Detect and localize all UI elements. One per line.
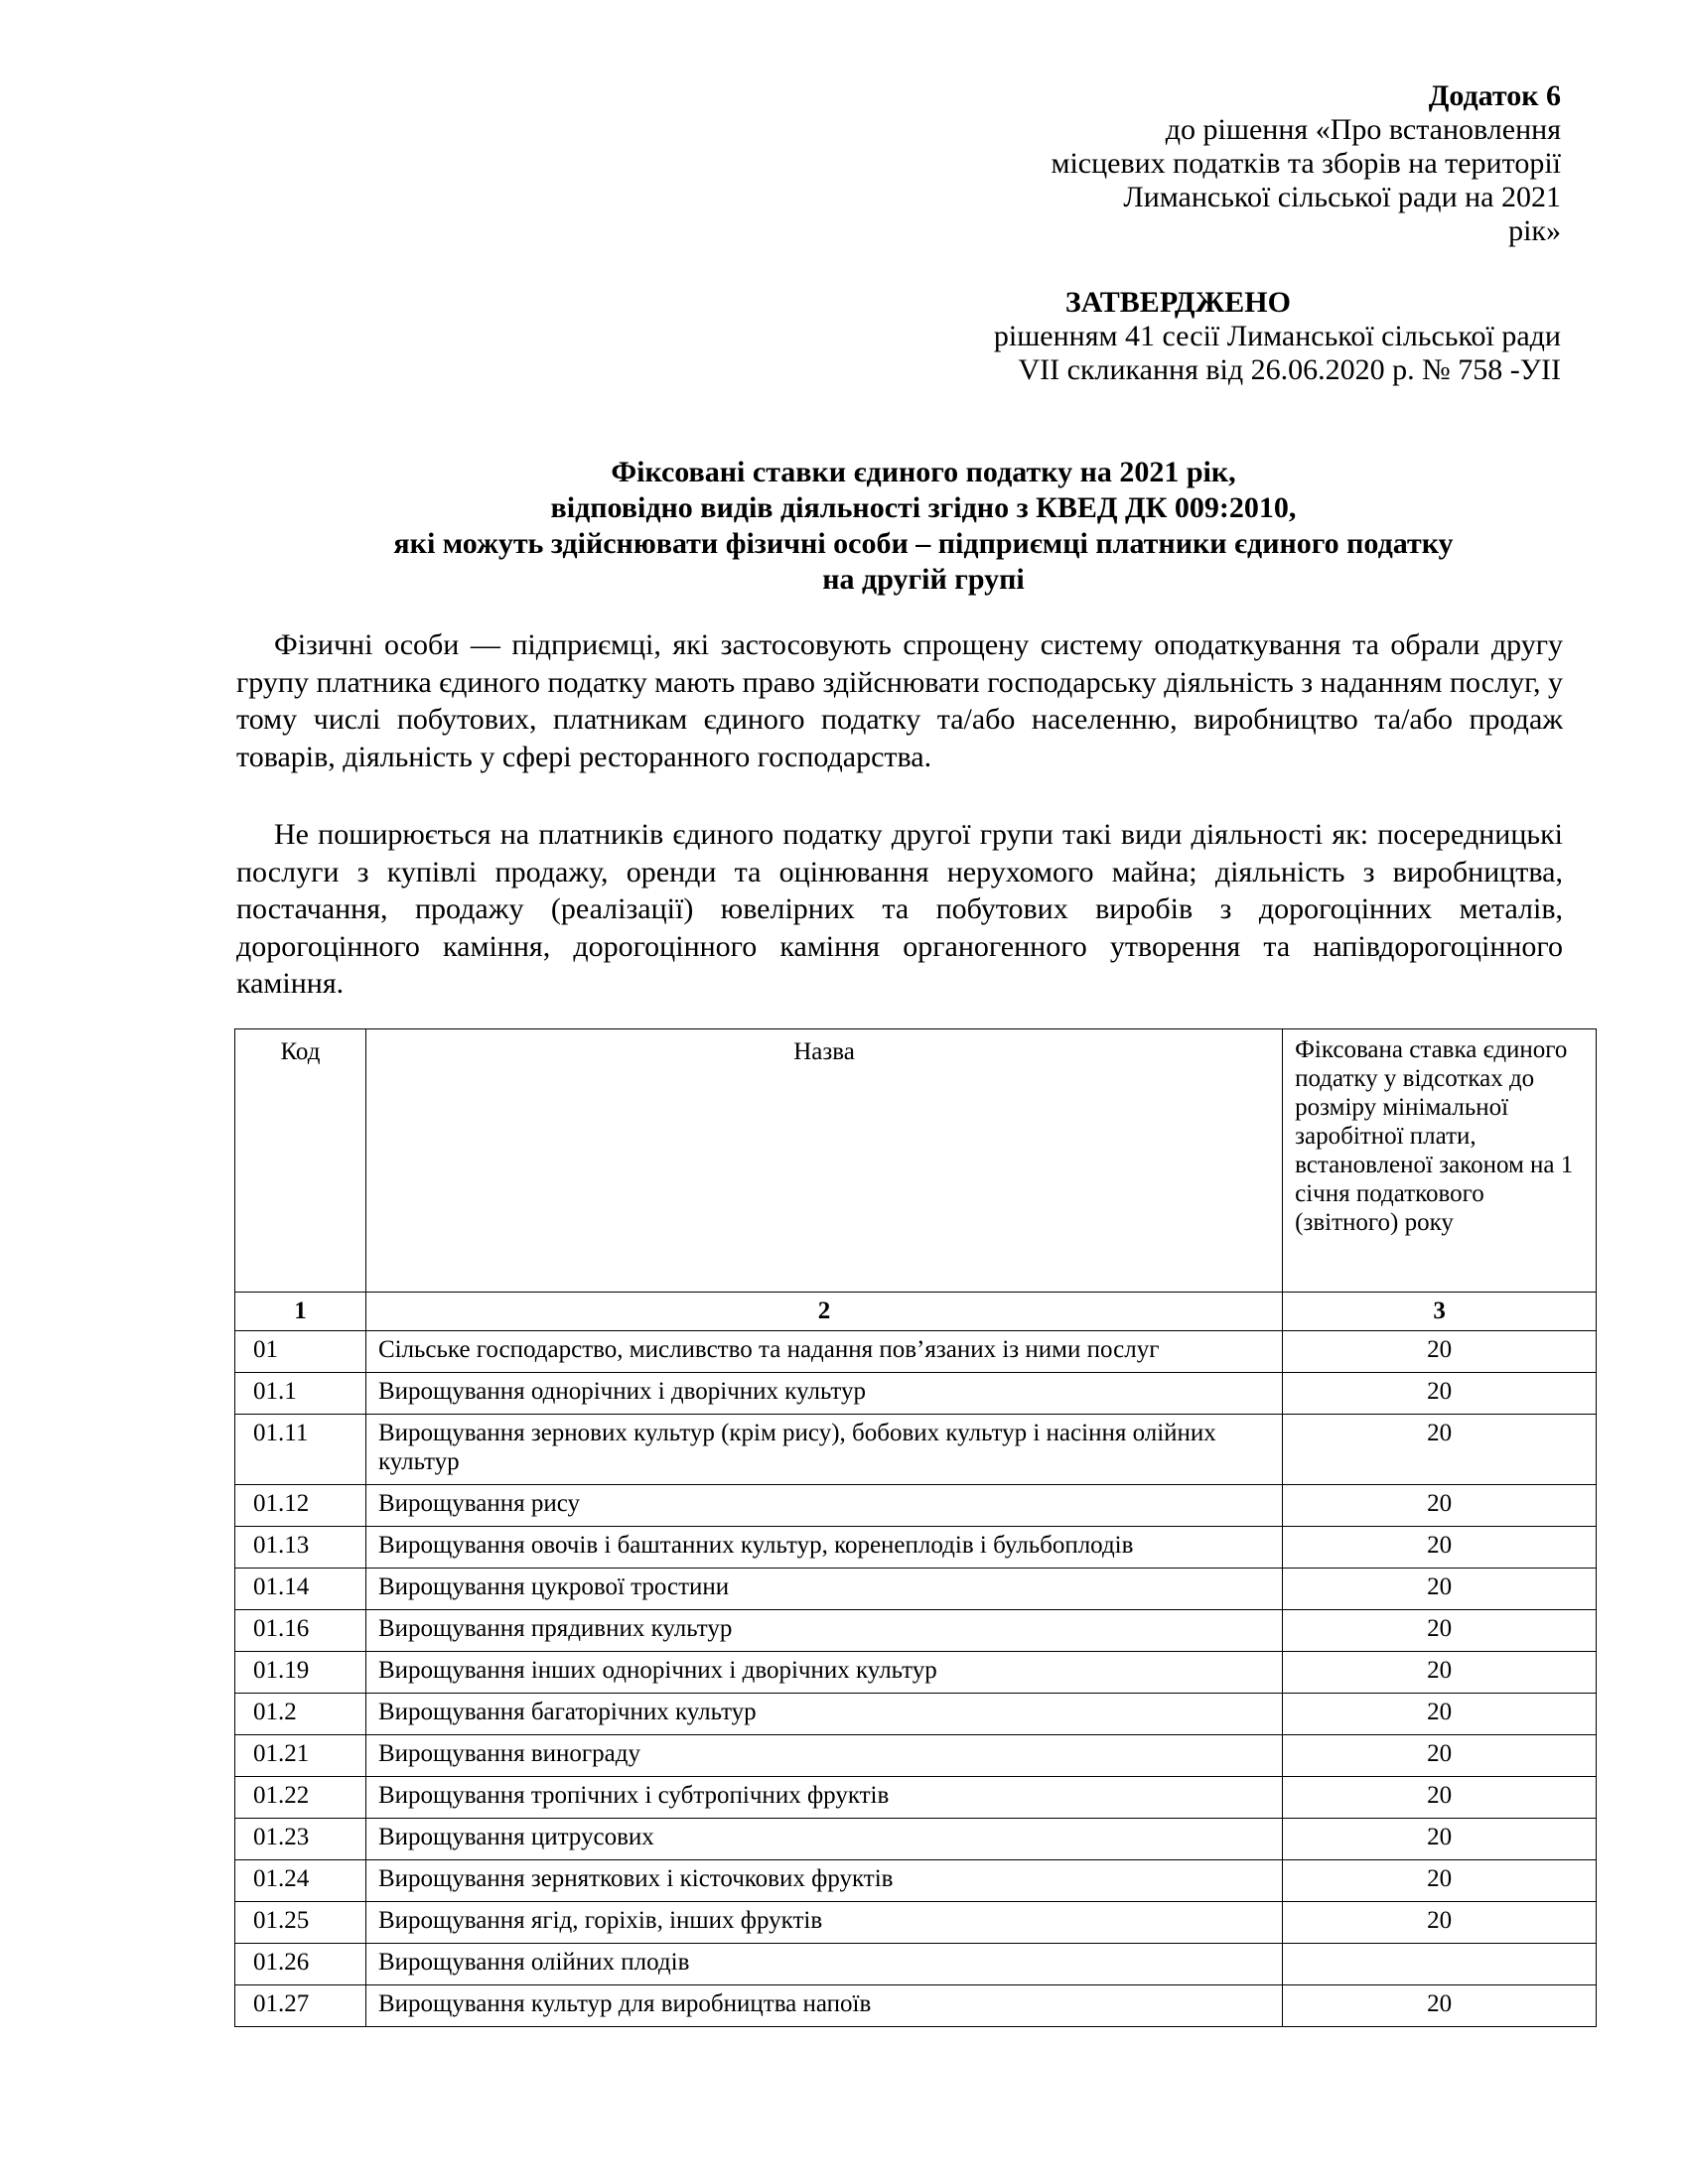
rate-cell — [1283, 1944, 1597, 1985]
code-cell: 01.22 — [235, 1777, 366, 1819]
approval-line: рішенням 41 сесії Лиманської сільської ради — [993, 320, 1561, 352]
code-cell: 01.24 — [235, 1860, 366, 1902]
addendum-line: до рішення «Про встановлення — [1165, 113, 1561, 146]
rate-cell: 20 — [1283, 1694, 1597, 1735]
name-cell: Вирощування цитрусових — [365, 1819, 1282, 1860]
addendum-line: місцевих податків та зборів на території — [1051, 147, 1561, 180]
code-cell: 01.25 — [235, 1902, 366, 1944]
table-row — [235, 1652, 1597, 1694]
column-number: 2 — [365, 1293, 1282, 1331]
table-row — [235, 1415, 1597, 1485]
code-cell: 01.14 — [235, 1569, 366, 1610]
column-number-row — [235, 1293, 1597, 1331]
rate-cell: 20 — [1283, 1652, 1597, 1694]
title-line: відповідно видів діяльності згідно з КВЕД ДК 009:2010, — [550, 491, 1297, 524]
name-cell: Вирощування рису — [365, 1485, 1282, 1527]
code-cell: 01.16 — [235, 1610, 366, 1652]
column-number: 3 — [1283, 1293, 1597, 1331]
table-row — [235, 1331, 1597, 1373]
rate-cell: 20 — [1283, 1985, 1597, 2027]
addendum-line: рік» — [1508, 214, 1561, 247]
rate-cell: 20 — [1283, 1860, 1597, 1902]
code-cell: 01.1 — [235, 1373, 366, 1415]
column-number: 1 — [235, 1293, 366, 1331]
table-header-row — [235, 1029, 1597, 1293]
code-cell: 01.13 — [235, 1527, 366, 1569]
table-row — [235, 1735, 1597, 1777]
table-row — [235, 1527, 1597, 1569]
addendum-line: Лиманської сільської ради на 2021 — [1123, 181, 1561, 213]
document-title — [0, 455, 1688, 598]
code-cell: 01.21 — [235, 1735, 366, 1777]
addendum-title: Додаток 6 — [1428, 79, 1561, 112]
rate-cell: 20 — [1283, 1485, 1597, 1527]
rate-cell: 20 — [1283, 1777, 1597, 1819]
title-line: які можуть здійснювати фізичні особи – підприємці платники єдиного податку — [393, 527, 1454, 560]
table-row — [235, 1694, 1597, 1735]
name-cell: Вирощування ягід, горіхів, інших фруктів — [365, 1902, 1282, 1944]
exclusions-paragraph — [236, 816, 1563, 1003]
rate-cell: 20 — [1283, 1735, 1597, 1777]
name-cell: Вирощування зернових культур (крім рису), бобових культур і насіння олійних культур — [365, 1415, 1282, 1485]
addendum-block — [1051, 79, 1561, 248]
table-row — [235, 1777, 1597, 1819]
name-cell: Вирощування олійних плодів — [365, 1944, 1282, 1985]
name-cell: Вирощування тропічних і субтропічних фруктів — [365, 1777, 1282, 1819]
code-cell: 01.19 — [235, 1652, 366, 1694]
name-cell: Вирощування винограду — [365, 1735, 1282, 1777]
rate-cell: 20 — [1283, 1373, 1597, 1415]
title-line: на другій групі — [822, 563, 1025, 596]
name-cell: Вирощування цукрової тростини — [365, 1569, 1282, 1610]
name-cell: Вирощування культур для виробництва напоїв — [365, 1985, 1282, 2027]
intro-paragraph — [236, 626, 1563, 775]
rate-cell: 20 — [1283, 1902, 1597, 1944]
code-cell: 01.11 — [235, 1415, 366, 1485]
name-cell: Вирощування прядивних культур — [365, 1610, 1282, 1652]
table-row — [235, 1860, 1597, 1902]
name-cell: Вирощування зерняткових і кісточкових фруктів — [365, 1860, 1282, 1902]
paragraph-text: Не поширюється на платників єдиного податку другої групи такі види діяльності як: посередницькі послуги з купівлі продажу, оренди та оцінювання нерухомого майна; діяльність з виробництва, постачання, продажу (реалізації) ювелірних та побутових виробів з дорогоцінних металів, дорогоцінного каміння, дорогоцінного каміння органогенного утворення та напівдорогоцінного каміння. — [236, 818, 1563, 1000]
approval-title: ЗАТВЕРДЖЕНО — [1064, 286, 1291, 319]
table-row — [235, 1485, 1597, 1527]
table-row — [235, 1902, 1597, 1944]
header-name: Назва — [365, 1029, 1282, 1293]
rate-cell: 20 — [1283, 1610, 1597, 1652]
header-rate: Фіксована ставка єдиного податку у відсотках до розміру мінімальної заробітної плати, встановленої законом на 1 січня податкового (звітного) року — [1283, 1029, 1597, 1293]
name-cell: Вирощування інших однорічних і дворічних культур — [365, 1652, 1282, 1694]
rate-cell: 20 — [1283, 1331, 1597, 1373]
rate-cell: 20 — [1283, 1415, 1597, 1485]
rate-cell: 20 — [1283, 1569, 1597, 1610]
rate-cell: 20 — [1283, 1819, 1597, 1860]
code-cell: 01.23 — [235, 1819, 366, 1860]
approval-block — [994, 286, 1561, 387]
code-cell: 01.2 — [235, 1694, 366, 1735]
name-cell: Вирощування овочів і баштанних культур, коренеплодів і бульбоплодів — [365, 1527, 1282, 1569]
table-row — [235, 1569, 1597, 1610]
name-cell: Вирощування багаторічних культур — [365, 1694, 1282, 1735]
table-row — [235, 1985, 1597, 2027]
rates-table — [234, 1028, 1597, 2027]
paragraph-text: Фізичні особи — підприємці, які застосовують спрощену систему оподаткування та обрали другу групу платника єдиного податку мають право здійснювати господарську діяльність з наданням послуг, у тому числі побутових, платникам єдиного податку та/або населенню, виробництво та/або продаж товарів, діяльність у сфері ресторанного господарства. — [236, 628, 1563, 773]
name-cell: Вирощування однорічних і дворічних культур — [365, 1373, 1282, 1415]
table-row — [235, 1373, 1597, 1415]
name-cell: Сільське господарство, мисливство та надання пов’язаних із ними послуг — [365, 1331, 1282, 1373]
code-cell: 01.26 — [235, 1944, 366, 1985]
code-cell: 01 — [235, 1331, 366, 1373]
code-cell: 01.27 — [235, 1985, 366, 2027]
table-row — [235, 1944, 1597, 1985]
header-code: Код — [235, 1029, 366, 1293]
approval-line: VII скликання від 26.06.2020 р. № 758 -УІІ — [1018, 353, 1561, 386]
table-row — [235, 1819, 1597, 1860]
table-row — [235, 1610, 1597, 1652]
code-cell: 01.12 — [235, 1485, 366, 1527]
title-line: Фіксовані ставки єдиного податку на 2021 рік, — [611, 456, 1236, 488]
rate-cell: 20 — [1283, 1527, 1597, 1569]
